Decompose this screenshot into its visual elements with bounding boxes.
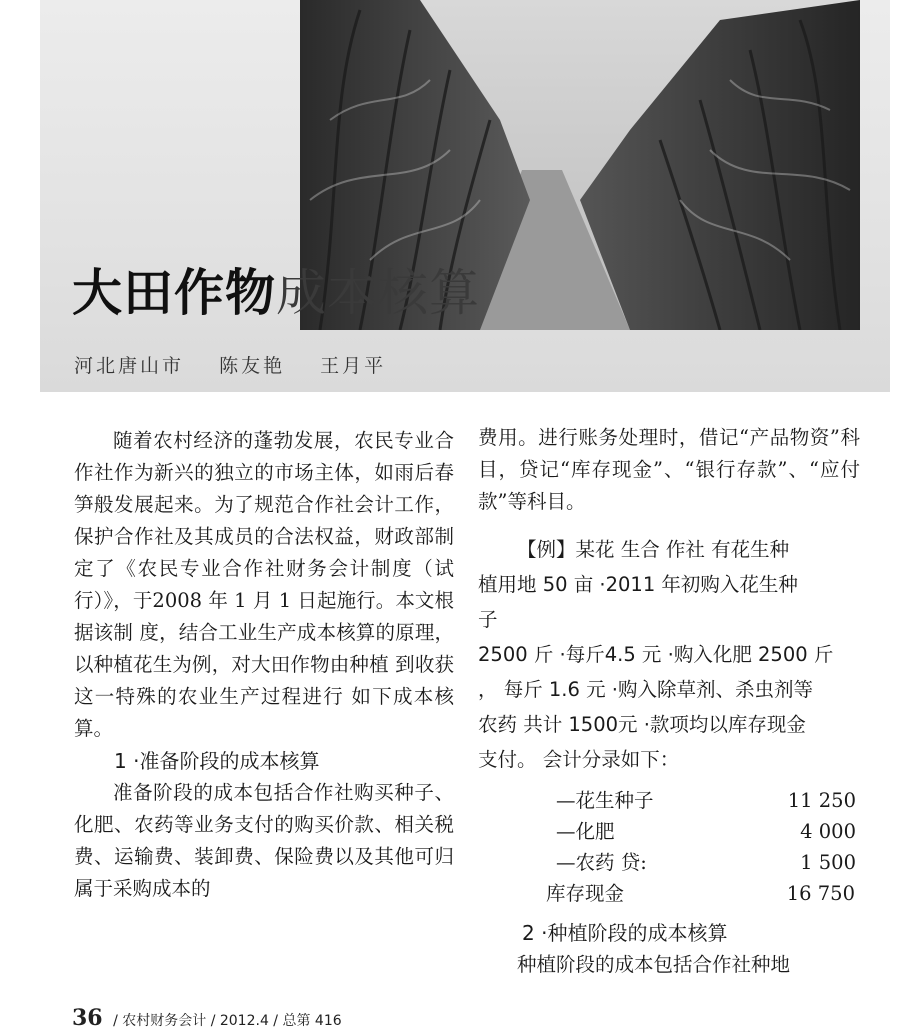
journal-info: / 农村财务会计 / 2012.4 / 总第 416 xyxy=(113,1013,342,1029)
credit-account: 库存现金 xyxy=(546,882,625,905)
author-line xyxy=(74,353,412,379)
author-location: 河北唐山市 xyxy=(74,355,185,377)
author-2: 王月平 xyxy=(320,355,387,377)
section1-paragraph: 准备阶段的成本包括合作社购买种子、化肥、农药等业务支付的购买价款、相关税费、运输费、装卸费、保险费以及其他可归属于采购成本的 xyxy=(74,781,454,900)
journal-entries xyxy=(478,785,860,909)
entry-amount: 1 500 xyxy=(800,851,856,874)
page-number: 36 xyxy=(72,1005,103,1031)
section1-heading: 1 ·准备阶段的成本核算 xyxy=(114,749,320,773)
article-title xyxy=(72,258,480,328)
title-light: 成本核算 xyxy=(276,264,480,322)
entry-row xyxy=(478,785,860,816)
example-line-2: 植用地 50 亩 ·2011 年初购入花生种 xyxy=(478,573,798,596)
entry-account: —化肥 xyxy=(556,820,615,843)
entry-amount: 11 250 xyxy=(787,789,856,812)
intro-paragraph: 随着农村经济的蓬勃发展，农民专业合作社作为新兴的独立的市场主体，如雨后春笋般发展起来。为了规范合作社会计工作，保护合作社及其成员的合法权益，财政部制定了《农民专业合作社财务会计制度（试行）》，于2008 年 1 月 1 日起施行。本文根据该制 度，结合工业生产成本核算的原理， 以种植花生为例，对大田作物由种植 到收获这一特殊的农业生产过程进行 如下成本核算。 xyxy=(74,429,454,740)
example-line-6: 农药 共计 1500元 ·款项均以库存现金 xyxy=(478,713,806,736)
section2-heading: 2 ·种植阶段的成本核算 xyxy=(522,921,728,945)
left-column xyxy=(74,425,454,905)
example-line-4: 2500 斤 ·每斤4.5 元 ·购入化肥 2500 斤 xyxy=(478,643,834,666)
example-line-3: 子 xyxy=(478,608,498,631)
credit-amount: 16 750 xyxy=(786,882,855,905)
entry-account: —花生种子 xyxy=(556,789,654,812)
title-bold: 大田作物 xyxy=(72,264,276,322)
example-line-1: 【例】某花 生合 作社 有花生种 xyxy=(517,538,790,561)
entry-row xyxy=(478,816,860,847)
example-line-7: 支付。 会计分录如下： xyxy=(478,748,680,771)
continuation-paragraph: 费用。进行账务处理时，借记“产品物资”科目，贷记“库存现金”、“银行存款”、“应付款”等科目。 xyxy=(478,426,860,513)
section2-paragraph: 种植阶段的成本包括合作社种地 xyxy=(517,953,791,976)
author-1: 陈友艳 xyxy=(219,355,286,377)
entry-amount: 4 000 xyxy=(800,820,856,843)
example-paragraph xyxy=(478,532,860,777)
credit-entry-row xyxy=(478,878,860,909)
example-line-5: ， 每斤 1.6 元 ·购入除草剂、杀虫剂等 xyxy=(478,678,814,701)
entry-account: —农药 贷: xyxy=(556,851,647,874)
right-column xyxy=(478,422,860,981)
entry-row xyxy=(478,847,860,878)
